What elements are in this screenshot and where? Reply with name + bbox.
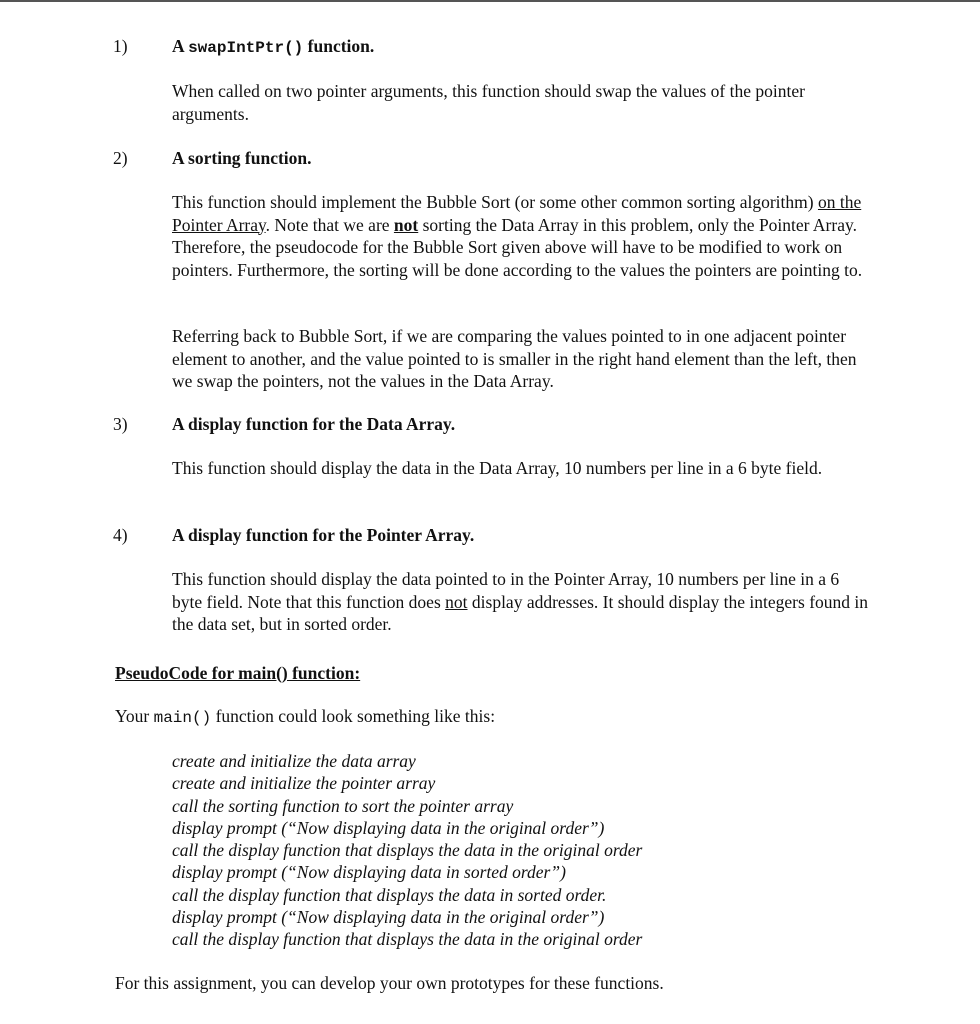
underlined-not: not (445, 591, 468, 612)
pseudocode-line: call the display function that displays the data in the original order (172, 840, 643, 861)
item-1-number: 1) (113, 36, 128, 56)
footer-note: For this assignment, you can develop your own prototypes for these functions. (115, 973, 664, 993)
pseudocode-line: display prompt (“Now displaying data in sorted order”) (172, 862, 566, 883)
item-2-paragraph-1: This function should implement the Bubble Sort (or some other common sorting algorithm) on the Pointer Array. Note that we are not sorting the Data Array in this problem, only the Pointer Array. Therefore, the pseudocode for the Bubble Sort given above will have to be modified to work on pointers. Furthermore, the sorting will be done according to the values the pointers are pointing to. (172, 192, 863, 280)
pseudocode-line: call the display function that displays the data in sorted order. (172, 884, 607, 905)
top-border (0, 0, 980, 2)
pseudocode-intro: Your main() function could look something like this: (115, 706, 496, 727)
item-4-number: 4) (113, 525, 128, 545)
pseudocode-heading: PseudoCode for main() function: (115, 663, 361, 683)
pseudocode-line: call the sorting function to sort the pointer array (172, 795, 514, 816)
pseudocode-line: call the display function that displays the data in the original order (172, 929, 643, 950)
item-3-number: 3) (113, 414, 128, 434)
swap-function-code: swapIntPtr() (188, 39, 304, 57)
pseudocode-line: display prompt (“Now displaying data in the original order”) (172, 817, 605, 838)
item-1-heading: A swapIntPtr() function. (172, 36, 375, 57)
item-4-paragraph: This function should display the data pointed to in the Pointer Array, 10 numbers per line in a 6 byte field. Note that this function does not display addresses. It should display the integers found in the data set, but in sorted order. (172, 569, 869, 634)
pseudocode-line: create and initialize the data array (172, 751, 416, 771)
item-4-heading: A display function for the Pointer Array. (172, 525, 475, 545)
item-3-heading: A display function for the Data Array. (172, 414, 456, 434)
item-3-paragraph: This function should display the data in the Data Array, 10 numbers per line in a 6 byte field. (172, 458, 823, 478)
item-2-number: 2) (113, 148, 128, 168)
pseudocode-line: display prompt (“Now displaying data in the original order”) (172, 907, 605, 928)
bold-not: not (393, 214, 419, 235)
main-function-code: main() (153, 709, 212, 727)
pseudocode-block (172, 750, 642, 951)
underlined-pointer-array: on the Pointer Array (172, 192, 862, 235)
pseudocode-line: create and initialize the pointer array (172, 773, 436, 794)
item-2-heading: A sorting function. (172, 148, 312, 168)
item-2-paragraph-2: Referring back to Bubble Sort, if we are comparing the values pointed to in one adjacent pointer element to another, and the value pointed to is smaller in the right hand element than the left, then we swap the pointers, not the values in the Data Array. (172, 326, 857, 391)
item-1-paragraph: When called on two pointer arguments, this function should swap the values of the pointer arguments. (172, 81, 805, 124)
